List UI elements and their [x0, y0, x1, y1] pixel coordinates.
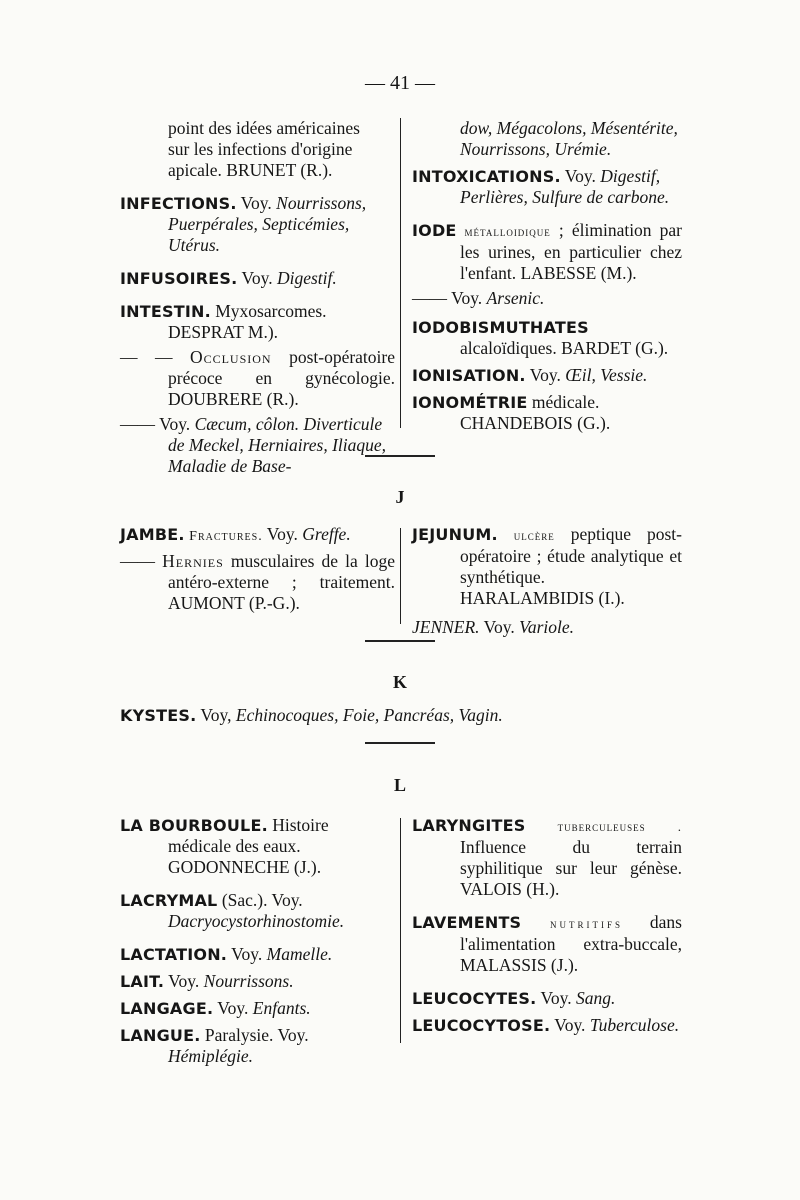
- entry-text: Histoire médicale des eaux. GODONNECHE (J.).: [168, 815, 329, 877]
- entry-jenner: [412, 617, 682, 638]
- voy-text: Voy.: [159, 414, 195, 434]
- entry-lactation: [120, 944, 395, 965]
- cross-references: dow, Mégacolons, Mésentérite, Nourrissons, Urémie.: [460, 118, 678, 159]
- subheading: ulcère: [497, 528, 555, 543]
- section-letter-j: J: [395, 487, 405, 507]
- voy-text: Voy.: [451, 288, 487, 308]
- voy-text: Voy,: [196, 705, 236, 725]
- entry-jejunum: [412, 524, 682, 609]
- voy-text: Voy.: [227, 944, 267, 964]
- voy-text: Voy.: [525, 365, 566, 385]
- entry-iode: [412, 220, 682, 284]
- cross-references: Echinocoques, Foie, Pancréas, Vagin.: [235, 705, 503, 725]
- headword: IONOMÉTRIE: [412, 393, 528, 412]
- entry-intestin: [120, 301, 395, 343]
- entry-text: peptique post-opératoire ; étude analytique et synthétique. HARALAMBIDIS (I.).: [460, 524, 682, 608]
- headword: KYSTES.: [120, 706, 197, 725]
- headword: LARYNGITES: [412, 816, 526, 835]
- text-line: sur les infections d'origine: [168, 139, 353, 159]
- column-left-3: [120, 815, 395, 1079]
- entry-jambe: [120, 524, 395, 547]
- entry-leucocytes: [412, 988, 682, 1009]
- headword: JEJUNUM.: [412, 525, 498, 544]
- column-divider: [400, 818, 401, 1043]
- voy-text: Voy.: [550, 1015, 590, 1035]
- section-letter-k: K: [392, 672, 407, 692]
- dash: ——: [120, 551, 163, 571]
- cross-reference: Arsenic.: [486, 288, 545, 308]
- cross-reference: Mamelle.: [266, 944, 333, 964]
- entry-lavements: [412, 912, 682, 976]
- voy-text: Voy.: [213, 998, 253, 1018]
- entry-text: Paralysie. Voy.: [200, 1025, 309, 1045]
- entry-infections: [120, 193, 395, 256]
- voy-text: Voy.: [479, 617, 520, 637]
- voy-text: Voy.: [237, 268, 277, 288]
- voy-text: Voy.: [536, 988, 576, 1008]
- entry-text: (Sac.). Voy.: [217, 890, 303, 910]
- headword: LAVEMENTS: [412, 913, 522, 932]
- cross-references: Cæcum, côlon. Diverticule de Meckel, Herniaires, Iliaque, Maladie de Base-: [168, 414, 387, 476]
- headword: LACRYMAL: [120, 891, 218, 910]
- voy-text: Voy.: [236, 193, 277, 213]
- text-line: point des idées américaines: [168, 118, 360, 138]
- entry-text: Myxosarcomes. DESPRAT M.).: [168, 301, 327, 342]
- headword: LEUCOCYTOSE.: [412, 1016, 551, 1035]
- headword: IODE: [412, 221, 457, 240]
- headword: LEUCOCYTES.: [412, 989, 537, 1008]
- cross-reference: Hémiplégie.: [168, 1046, 254, 1066]
- text-line: apicale. BRUNET (R.).: [168, 160, 333, 180]
- headword: LANGUE.: [120, 1026, 201, 1045]
- headword: INTOXICATIONS.: [412, 167, 561, 186]
- entry-text: Influence du terrain syphilitique sur leur génèse. VALOIS (H.).: [460, 837, 682, 899]
- subentry-cecum: [120, 414, 395, 477]
- cross-reference: Greffe.: [302, 524, 351, 544]
- column-right-2: [412, 524, 682, 650]
- voy-text: Voy.: [560, 166, 601, 186]
- column-right-3: [412, 815, 682, 1048]
- entry-lacrymal: [120, 890, 395, 932]
- entry-leucocytose: [412, 1015, 682, 1036]
- entry-lait: [120, 971, 395, 992]
- entry-langue: [120, 1025, 395, 1067]
- continued-entry: [120, 118, 395, 181]
- cross-reference: Variole.: [519, 617, 575, 637]
- entry-text: musculaires de la loge antéro-externe ; traitement. AUMONT (P.-G.).: [168, 551, 396, 613]
- subheading: métalloidique: [456, 224, 551, 239]
- cross-reference: Enfants.: [252, 998, 311, 1018]
- cross-reference: Nourrissons.: [203, 971, 294, 991]
- page-number: — 41 —: [365, 72, 435, 94]
- dash: — —: [120, 347, 190, 367]
- column-left-2: [120, 524, 395, 626]
- cross-references: Digestif, Perlières, Sulfure de carbone.: [460, 166, 670, 207]
- cross-reference: Dacryocystorhinostomie.: [168, 911, 345, 931]
- entry-la-bourboule: [120, 815, 395, 878]
- entry-laryngites: [412, 815, 682, 900]
- section-letter-l: L: [393, 775, 406, 795]
- entry-iodobismuthates: [412, 317, 682, 359]
- entry-ionometrie: [412, 392, 682, 434]
- dash: ——: [412, 288, 452, 308]
- entry-intoxications: [412, 166, 682, 208]
- entry-infusoires: [120, 268, 395, 289]
- headword: INFECTIONS.: [120, 194, 237, 213]
- column-right-1: [412, 118, 682, 446]
- headword: JAMBE.: [120, 525, 185, 544]
- cross-reference: Digestif.: [276, 268, 337, 288]
- headword: LAIT.: [120, 972, 165, 991]
- headword: IONISATION.: [412, 366, 526, 385]
- voy-text: Voy.: [262, 524, 303, 544]
- entry-text: post-opératoire précoce en gynécologie. DOUBRERE (R.).: [168, 347, 395, 409]
- subentry-arsenic: [412, 288, 682, 309]
- headword: LA BOURBOULE.: [120, 816, 268, 835]
- entry-text: ; élimination par les urines, en particulier chez l'enfant. LABESSE (M.).: [460, 220, 682, 283]
- headword: JENNER.: [412, 617, 480, 637]
- entry-kystes: [120, 705, 700, 726]
- headword: LANGAGE.: [120, 999, 214, 1018]
- entry-text: alcaloïdiques. BARDET (G.).: [460, 338, 669, 358]
- entry-ionisation: [412, 365, 682, 386]
- continued-references: [412, 118, 682, 160]
- column-divider: [400, 528, 401, 624]
- entry-text: médicale. CHANDEBOIS (G.).: [460, 392, 611, 433]
- cross-references: Nourrissons, Puerpérales, Septicémies, Utérus.: [168, 193, 367, 255]
- entry-text: dans l'alimentation extra-buccale, MALASSIS (J.).: [460, 912, 682, 975]
- subheading: Occlusion: [189, 347, 272, 367]
- headword: LACTATION.: [120, 945, 228, 964]
- section-rule: [365, 455, 435, 457]
- headword: IODOBISMUTHATES: [412, 318, 589, 337]
- dash: ——: [120, 414, 160, 434]
- voy-text: Voy.: [164, 971, 204, 991]
- subentry-hernies: [120, 551, 395, 614]
- cross-reference: Tuberculose.: [589, 1015, 680, 1035]
- section-rule: [365, 640, 435, 642]
- headword: INFUSOIRES.: [120, 269, 238, 288]
- headword: INTESTIN.: [120, 302, 211, 321]
- column-divider: [400, 118, 401, 428]
- subheading: Fractures.: [184, 529, 263, 544]
- cross-references: Œil, Vessie.: [565, 365, 648, 385]
- column-left-1: [120, 118, 395, 489]
- cross-reference: Sang.: [576, 988, 616, 1008]
- entry-langage: [120, 998, 395, 1019]
- subheading: Hernies: [162, 551, 224, 571]
- subheading: nutritifs: [521, 916, 624, 931]
- subentry-occlusion: [120, 347, 395, 410]
- section-rule: [365, 742, 435, 744]
- subheading: tuberculeuses .: [525, 819, 682, 834]
